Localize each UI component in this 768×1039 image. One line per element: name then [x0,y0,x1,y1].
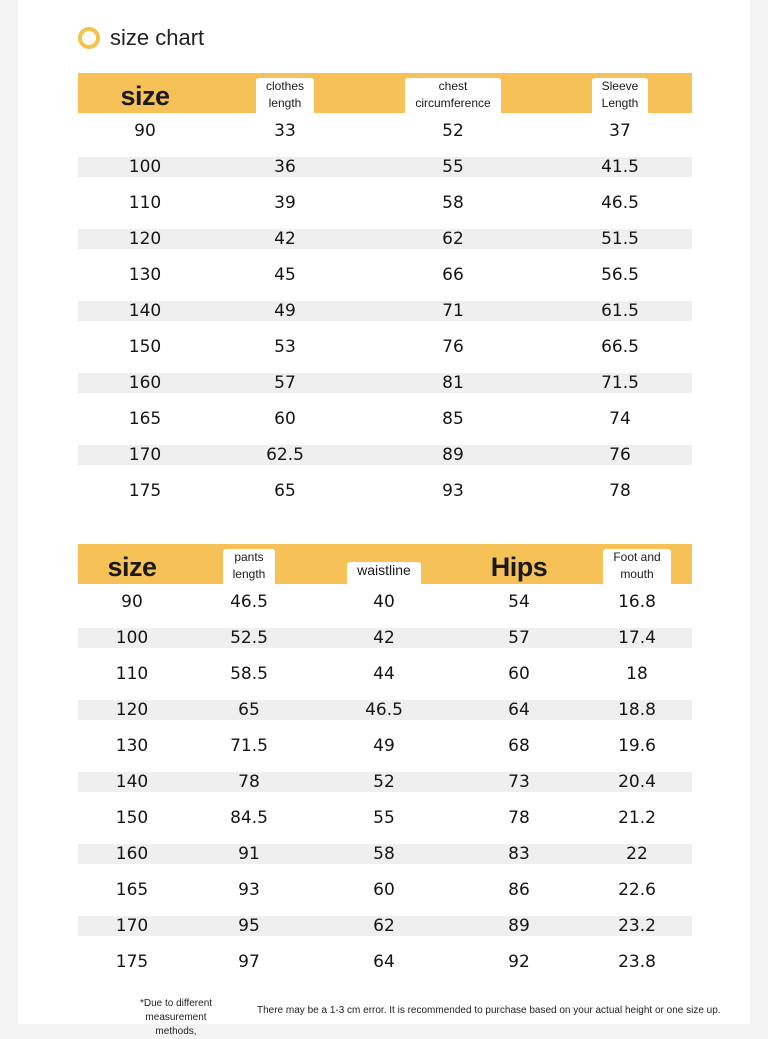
tops-header-chest: chest circumference [358,73,548,113]
tops-cell: 89 [358,437,548,473]
tops-header-size: size [78,73,212,113]
tops-cell: 90 [134,121,156,141]
pants-cell: 54 [508,592,530,612]
pants-cell: 55 [373,808,395,828]
tops-cell: 56.5 [601,265,639,285]
pants-row [78,584,692,620]
pants-cell: 42 [312,620,456,656]
pants-row [78,764,692,800]
pants-cell: 73 [456,764,582,800]
pants-cell: 64 [373,952,395,972]
pants-cell: 58 [312,836,456,872]
tops-cell: 66.5 [601,337,639,357]
pants-cell: 120 [78,692,186,728]
tops-cell: 78 [609,481,631,501]
pants-cell: 78 [508,808,530,828]
tops-cell: 65 [274,481,296,501]
tops-cell: 41.5 [548,149,692,185]
tops-cell: 37 [609,121,631,141]
pants-row [78,692,692,728]
pants-cell: 17.4 [582,620,692,656]
pants-header-row [78,544,692,584]
pants-cell: 23.2 [582,908,692,944]
tops-row [78,257,692,293]
pants-cell: 22.6 [618,880,656,900]
tops-cell: 60 [274,409,296,429]
tops-cell: 130 [128,265,162,285]
tops-cell: 71 [358,293,548,329]
pants-cell: 57 [456,620,582,656]
tops-cell: 93 [442,481,464,501]
tops-cell: 74 [609,409,631,429]
tops-cell: 33 [274,121,296,141]
pants-row [78,872,692,908]
pants-cell: 97 [238,952,260,972]
pants-cell: 20.4 [582,764,692,800]
pants-row [78,656,692,692]
pants-cell: 64 [456,692,582,728]
tops-cell: 85 [442,409,464,429]
pants-cell: 84.5 [230,808,268,828]
pants-cell: 160 [78,836,186,872]
tops-cell: 61.5 [548,293,692,329]
pants-cell: 62 [312,908,456,944]
tops-cell: 66 [442,265,464,285]
tops-cell: 49 [212,293,358,329]
pants-cell: 22 [582,836,692,872]
tops-cell: 46.5 [601,193,639,213]
tops-row [78,149,692,185]
pants-cell: 49 [373,736,395,756]
tops-row [78,185,692,221]
tops-cell: 57 [212,365,358,401]
pants-cell: 165 [115,880,149,900]
pants-cell: 46.5 [230,592,268,612]
tops-header-clothes-length: clothes length [212,73,358,113]
pants-cell: 140 [78,764,186,800]
pants-cell: 60 [508,664,530,684]
tops-cell: 62.5 [212,437,358,473]
pants-cell: 100 [78,620,186,656]
tops-cell: 76 [548,437,692,473]
circle-icon [78,27,100,49]
pants-size-table [78,544,692,980]
pants-cell: 89 [456,908,582,944]
tops-header-sleeve: Sleeve Length [548,73,692,113]
page-title: size chart [110,25,205,50]
tops-row [78,113,692,149]
pants-row [78,908,692,944]
note-text: There may be a 1-3 cm error. It is recommended to purchase based on your actual height or one size up. [257,1005,721,1016]
tops-cell: 39 [274,193,296,213]
pants-cell: 40 [373,592,395,612]
tops-cell: 175 [128,481,162,501]
pants-cell: 18 [626,664,648,684]
pants-header-waistline: waistline [312,544,456,584]
tops-row [78,329,692,365]
pants-cell: 92 [508,952,530,972]
pants-cell: 60 [373,880,395,900]
tops-cell: 165 [128,409,162,429]
tops-cell: 150 [128,337,162,357]
pants-cell: 68 [508,736,530,756]
tops-cell: 170 [78,437,212,473]
tops-cell: 81 [358,365,548,401]
tops-row [78,437,692,473]
pants-cell: 71.5 [230,736,268,756]
pants-cell: 91 [186,836,312,872]
pants-cell: 52.5 [186,620,312,656]
pants-header-hips: Hips [456,544,582,584]
tops-cell: 36 [212,149,358,185]
tops-cell: 42 [212,221,358,257]
tops-cell: 45 [274,265,296,285]
tops-cell: 58 [442,193,464,213]
pants-row [78,944,692,980]
tops-row [78,293,692,329]
tops-cell: 53 [274,337,296,357]
pants-cell: 83 [456,836,582,872]
title-row [78,22,204,54]
pants-cell: 175 [115,952,149,972]
pants-cell: 150 [115,808,149,828]
tops-row [78,401,692,437]
pants-cell: 52 [312,764,456,800]
pants-header-size: size [78,544,186,584]
pants-cell: 78 [186,764,312,800]
pants-cell: 21.2 [618,808,656,828]
pants-cell: 65 [186,692,312,728]
pants-cell: 58.5 [230,664,268,684]
tops-cell: 100 [78,149,212,185]
tops-row [78,473,692,509]
pants-cell: 130 [115,736,149,756]
tops-header-row [78,73,692,113]
pants-cell: 110 [115,664,149,684]
pants-cell: 170 [78,908,186,944]
pants-cell: 19.6 [618,736,656,756]
tops-cell: 140 [78,293,212,329]
pants-cell: 95 [186,908,312,944]
tops-row [78,365,692,401]
tops-cell: 52 [442,121,464,141]
pants-cell: 46.5 [312,692,456,728]
pants-row [78,620,692,656]
pants-row [78,800,692,836]
tops-cell: 51.5 [548,221,692,257]
note-prefix: *Due to different measurement methods, [139,998,213,1037]
pants-cell: 86 [508,880,530,900]
pants-cell: 18.8 [582,692,692,728]
tops-cell: 110 [128,193,162,213]
pants-row [78,836,692,872]
tops-row [78,221,692,257]
pants-cell: 16.8 [618,592,656,612]
pants-header-foot-mouth: Foot and mouth [582,544,692,584]
tops-cell: 55 [358,149,548,185]
tops-cell: 62 [358,221,548,257]
pants-cell: 23.8 [618,952,656,972]
tops-cell: 76 [442,337,464,357]
pants-cell: 93 [238,880,260,900]
tops-cell: 120 [78,221,212,257]
pants-cell: 44 [373,664,395,684]
pants-row [78,728,692,764]
tops-size-table [78,73,692,509]
pants-header-pants-length: pants length [186,544,312,584]
tops-cell: 71.5 [548,365,692,401]
pants-cell: 90 [121,592,143,612]
tops-cell: 160 [78,365,212,401]
